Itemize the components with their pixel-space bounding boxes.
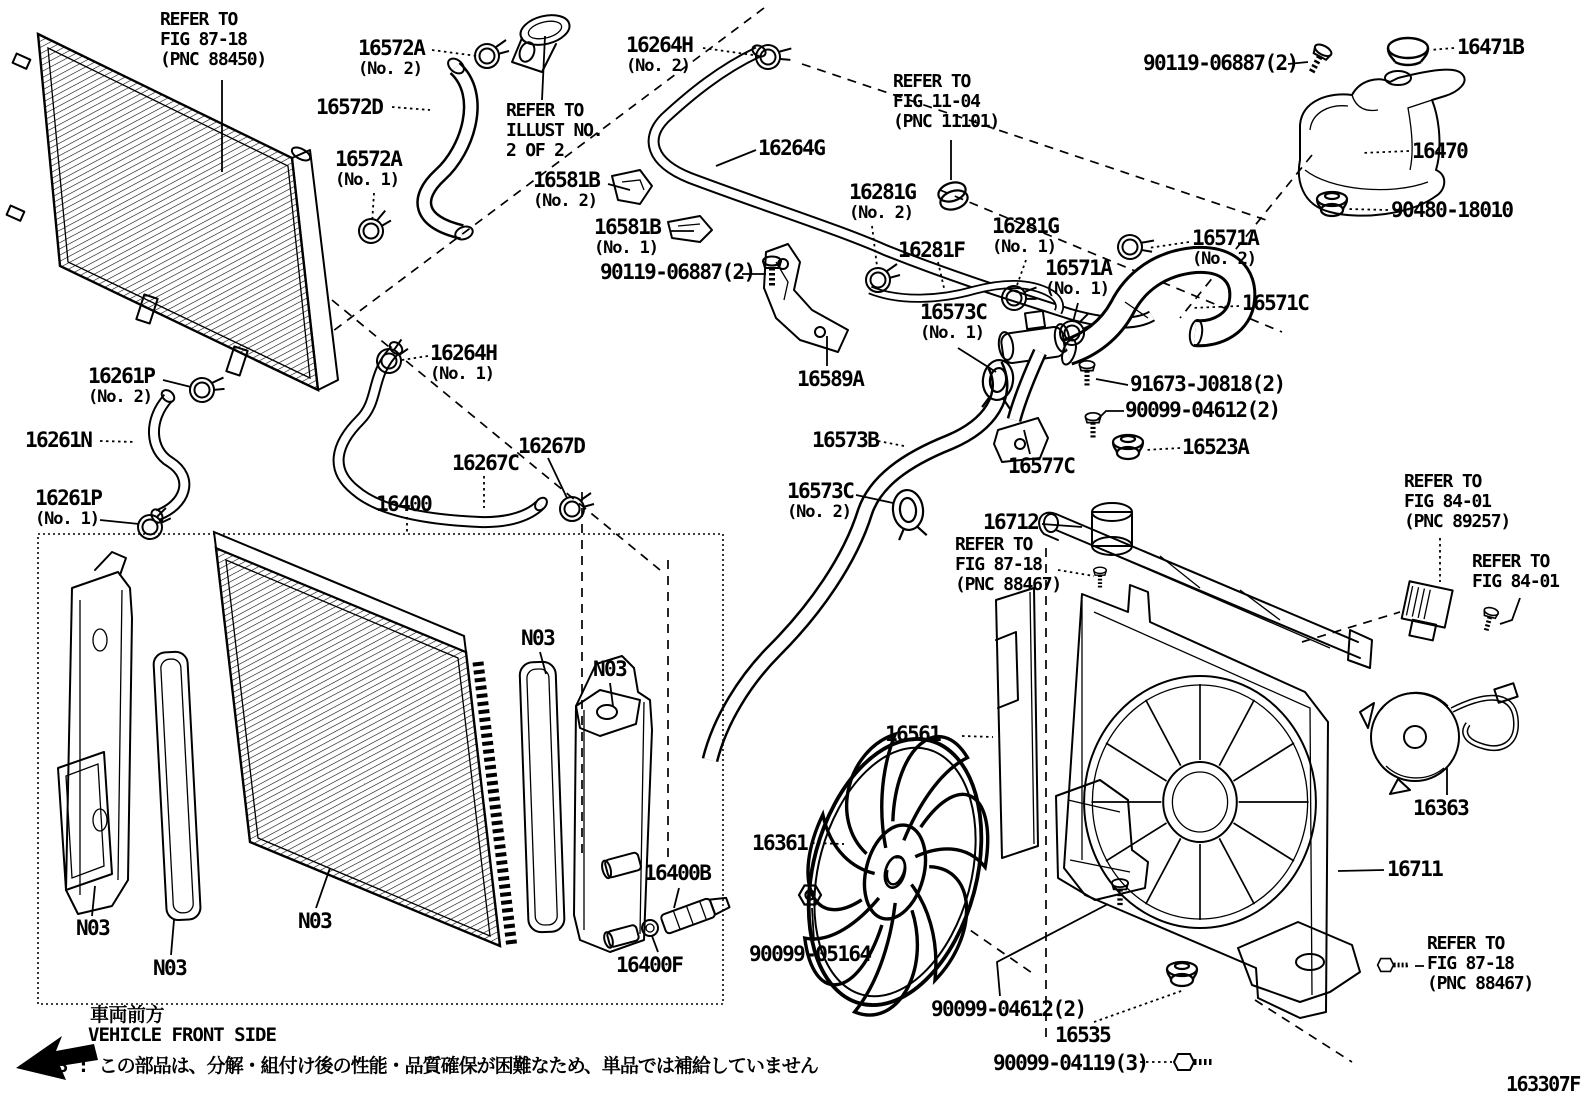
thermostat-housing-drawing bbox=[512, 10, 573, 72]
label-16281f: 16281F bbox=[898, 238, 965, 262]
figure-code: 163307F bbox=[1506, 1072, 1580, 1096]
label-refer-fig87-18-pnc88467-mid: REFER TO FIG 87-18 (PNC 88467) bbox=[955, 534, 1062, 595]
fan-motor-drawing bbox=[1360, 683, 1518, 794]
label-90099-04119: 90099-04119(3) bbox=[993, 1051, 1148, 1075]
label-refer-fig87-18-pnc88467-br: REFER TO FIG 87-18 (PNC 88467) bbox=[1427, 933, 1534, 994]
label-16589a: 16589A bbox=[797, 367, 864, 391]
hose-16573b-drawing bbox=[710, 365, 1000, 760]
label-16712: 16712 bbox=[983, 510, 1039, 534]
label-16572a-no2: 16572A (No. 2) bbox=[358, 36, 425, 80]
diagram-footnote: N03 : この部品は、分解・組付け後の性能・品質確保が困難なため、単品では補給していません bbox=[36, 1055, 818, 1077]
label-16572d: 16572D bbox=[316, 95, 383, 119]
label-16711: 16711 bbox=[1387, 857, 1443, 881]
hose-16267c-drawing bbox=[339, 340, 550, 522]
label-16281g-no1: 16281G (No. 1) bbox=[992, 214, 1059, 258]
label-16523a: 16523A bbox=[1182, 435, 1249, 459]
condenser-drawing bbox=[7, 34, 338, 390]
upper-support-16712-drawing bbox=[1039, 503, 1372, 668]
label-90099-04612-a: 90099-04612(2) bbox=[1125, 398, 1280, 422]
label-n03-2: N03 bbox=[593, 657, 627, 681]
pipe-16264g-drawing bbox=[654, 43, 1152, 322]
label-16261p-no2: 16261P (No. 2) bbox=[88, 364, 155, 408]
clamp-16267d-icon bbox=[560, 493, 594, 521]
label-16261n: 16261N bbox=[25, 428, 92, 452]
label-16572a-no1: 16572A (No. 1) bbox=[335, 147, 402, 191]
hose-16572d-drawing bbox=[424, 56, 474, 242]
clamp-16572a-no1-icon bbox=[355, 210, 395, 246]
clamp-16261p-no2-icon bbox=[188, 372, 226, 405]
screw-fig84-01-icon bbox=[1479, 606, 1499, 634]
ring-pnc11101-icon bbox=[936, 179, 970, 213]
label-91673-j0818: 91673-J0818(2) bbox=[1130, 372, 1285, 396]
screw-91673-icon bbox=[1079, 361, 1094, 388]
radiator-seal-right-drawing bbox=[519, 661, 564, 932]
radiator-seal-left-drawing bbox=[153, 651, 201, 920]
label-n03-3: N03 bbox=[76, 916, 110, 940]
bracket-16589a-drawing bbox=[764, 244, 848, 352]
bolt-90119-top-icon bbox=[1303, 42, 1334, 78]
vehicle-front-label-en: VEHICLE FRONT SIDE bbox=[88, 1024, 276, 1046]
reservoir-cap-icon bbox=[1388, 38, 1428, 65]
bracket-16581b-no1-drawing bbox=[668, 216, 712, 242]
label-16471b: 16471B bbox=[1457, 35, 1524, 59]
radiator-left-tank-drawing bbox=[66, 552, 132, 914]
label-16571c: 16571C bbox=[1242, 291, 1309, 315]
label-16264g: 16264G bbox=[758, 136, 825, 160]
label-90119-06887-top: 90119-06887(2) bbox=[1143, 51, 1298, 75]
label-refer-illust: REFER TO ILLUST NO. 2 OF 2 bbox=[506, 100, 603, 161]
label-90119-06887-mid: 90119-06887(2) bbox=[600, 260, 755, 284]
label-90099-05164: 90099-05164 bbox=[749, 942, 871, 966]
label-n03-5: N03 bbox=[298, 909, 332, 933]
label-16571a-no1: 16571A (No. 1) bbox=[1045, 256, 1112, 300]
clamp-16573c-no2-icon bbox=[891, 488, 927, 540]
fan-relay-drawing bbox=[1399, 581, 1453, 642]
label-16577c: 16577C bbox=[1008, 454, 1075, 478]
label-16571a-no2: 16571A (No. 2) bbox=[1192, 226, 1259, 270]
label-16573c-no2: 16573C (No. 2) bbox=[787, 479, 854, 523]
grommet-16535-icon bbox=[1167, 962, 1197, 986]
label-refer-fig84-01: REFER TO FIG 84-01 bbox=[1472, 551, 1559, 592]
label-16573b: 16573B bbox=[812, 428, 879, 452]
label-16400b: 16400B bbox=[644, 861, 711, 885]
label-16261p-no1: 16261P (No. 1) bbox=[35, 486, 102, 530]
drain-cock-16400b-drawing bbox=[660, 892, 731, 934]
label-refer-fig11-04: REFER TO FIG 11-04 (PNC 11101) bbox=[893, 71, 1000, 132]
label-16361: 16361 bbox=[752, 831, 808, 855]
label-16281g-no2: 16281G (No. 2) bbox=[849, 180, 916, 224]
label-16581b-no2: 16581B (No. 2) bbox=[533, 168, 600, 212]
label-refer-fig87-18-pnc88450: REFER TO FIG 87-18 (PNC 88450) bbox=[160, 9, 267, 70]
label-16470: 16470 bbox=[1412, 139, 1468, 163]
label-90099-04612-b: 90099-04612(2) bbox=[931, 997, 1086, 1021]
label-16561: 16561 bbox=[885, 722, 941, 746]
label-16573c-no1: 16573C (No. 1) bbox=[920, 300, 987, 344]
hose-16261n-drawing bbox=[149, 388, 184, 525]
cooling-fan-drawing bbox=[755, 682, 1032, 1052]
label-90480-18010: 90480-18010 bbox=[1391, 198, 1513, 222]
clamp-16572a-no2-icon bbox=[475, 40, 509, 68]
radiator-core-drawing bbox=[214, 532, 512, 948]
label-n03-1: N03 bbox=[521, 626, 555, 650]
label-16264h-no2: 16264H (No. 2) bbox=[626, 33, 693, 77]
bolt-90099-04119-icon bbox=[1174, 1054, 1212, 1070]
grommet-16523a-icon bbox=[1113, 435, 1143, 459]
label-refer-fig84-01-pnc89257: REFER TO FIG 84-01 (PNC 89257) bbox=[1404, 471, 1511, 532]
label-16535: 16535 bbox=[1055, 1023, 1111, 1047]
bolt-pnc88467-mid-icon bbox=[1094, 567, 1107, 589]
label-16581b-no1: 16581B (No. 1) bbox=[594, 215, 661, 259]
label-16363: 16363 bbox=[1413, 796, 1469, 820]
fan-shroud-drawing bbox=[1056, 585, 1360, 1018]
label-16400f: 16400F bbox=[616, 953, 683, 977]
label-16400: 16400 bbox=[376, 492, 432, 516]
label-16267c: 16267C bbox=[452, 451, 519, 475]
bolt-pnc88467-br-icon bbox=[1378, 959, 1408, 972]
screw-90099-04612a-icon bbox=[1085, 413, 1100, 440]
label-16267d: 16267D bbox=[518, 434, 585, 458]
leader-lines bbox=[92, 33, 1520, 1062]
reserve-tank-drawing bbox=[1299, 38, 1468, 216]
label-n03-4: N03 bbox=[153, 956, 187, 980]
air-guide-16561-drawing bbox=[996, 588, 1038, 858]
label-16264h-no1: 16264H (No. 1) bbox=[430, 341, 497, 385]
vehicle-front-label-jp: 車両前方 bbox=[90, 1004, 165, 1026]
